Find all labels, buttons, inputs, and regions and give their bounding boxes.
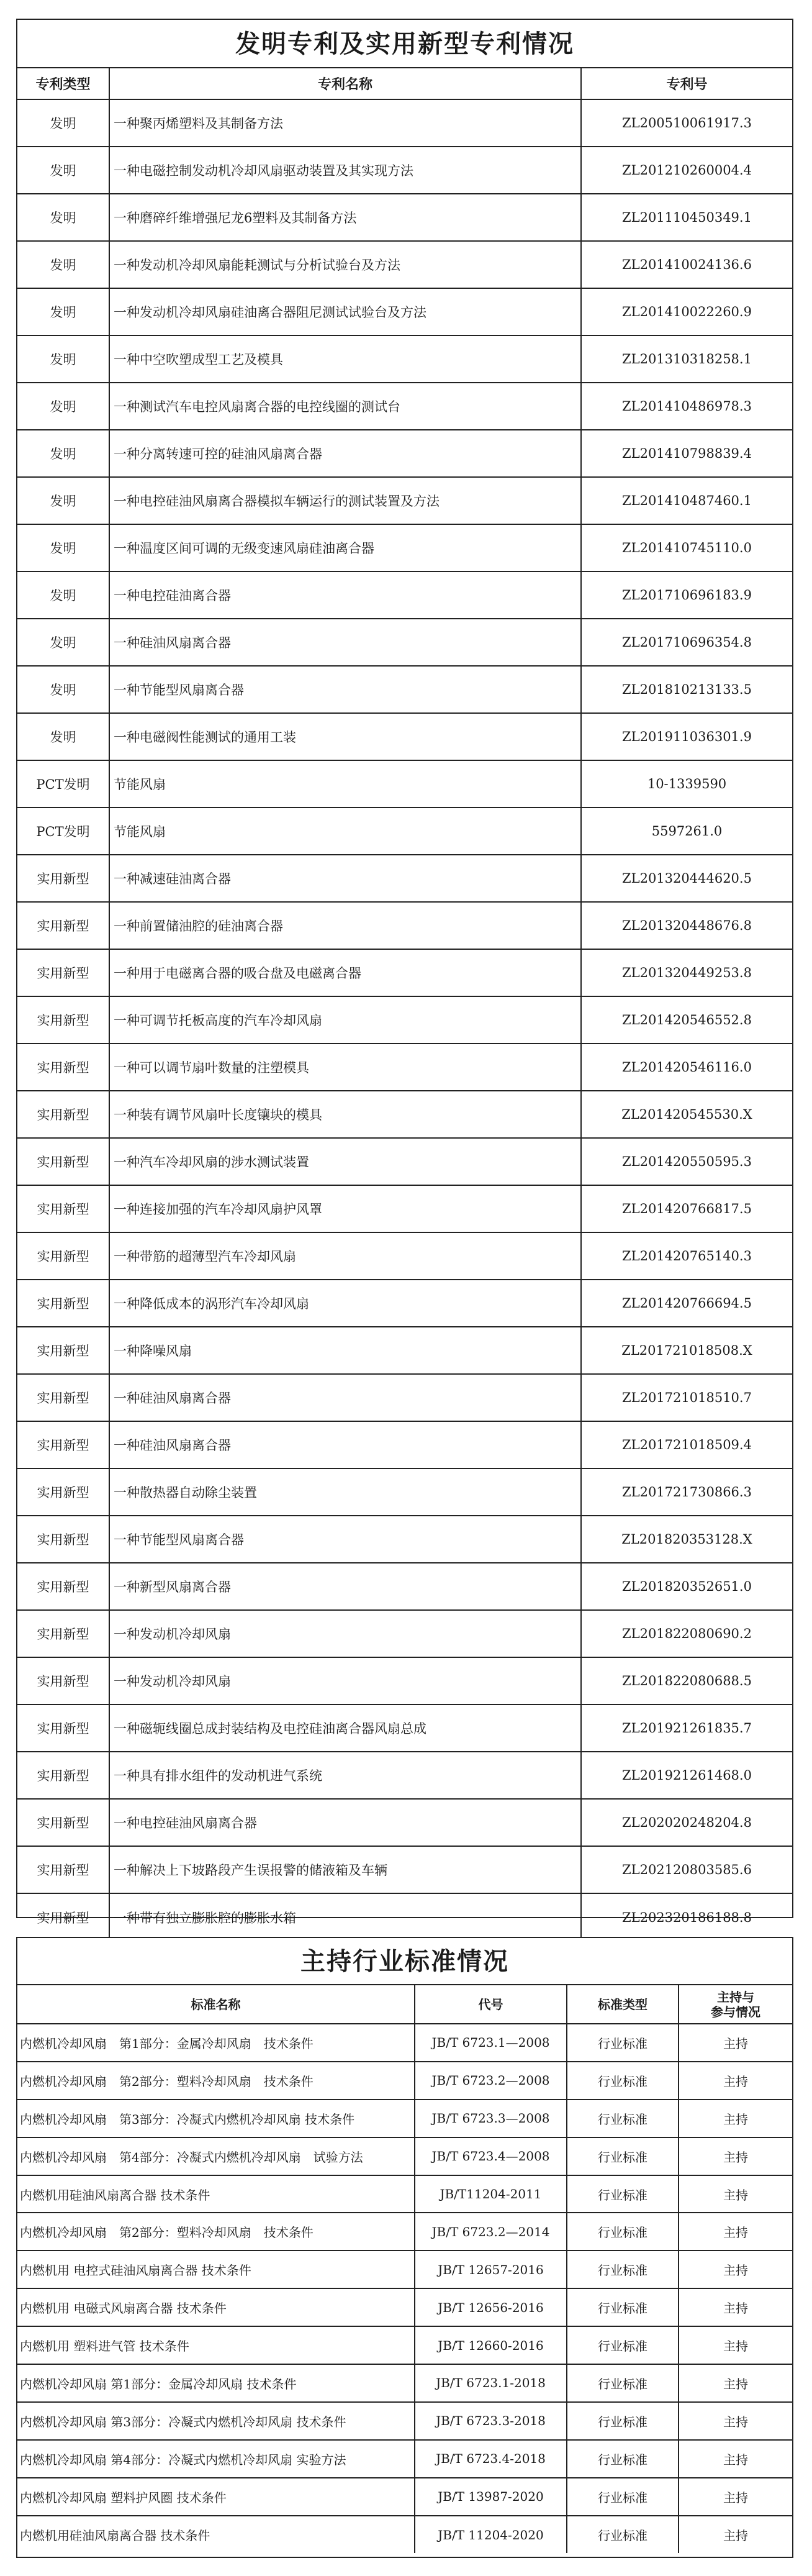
patent-number-cell: 10-1339590: [581, 760, 792, 808]
patent-number-cell: ZL201420546116.0: [581, 1044, 792, 1091]
patent-type-cell: 发明: [17, 477, 109, 524]
standard-name-cell: 内燃机冷却风扇 塑料护风圈 技术条件: [17, 2478, 415, 2516]
patent-type-cell: 实用新型: [17, 1327, 109, 1374]
patent-number-cell: ZL201420766694.5: [581, 1280, 792, 1327]
standard-code-cell: JB/T 6723.3—2008: [415, 2100, 567, 2137]
table-row: [17, 194, 792, 241]
patent-type-cell: PCT发明: [17, 808, 109, 855]
patent-type-cell: 实用新型: [17, 996, 109, 1044]
table-row: [17, 1657, 792, 1704]
patent-number-cell: ZL201721018510.7: [581, 1374, 792, 1421]
patent-type-cell: 实用新型: [17, 1752, 109, 1799]
standard-name-cell: 内燃机冷却风扇 第1部分：金属冷却风扇 技术条件: [17, 2364, 415, 2402]
table-row: [17, 2516, 792, 2554]
table-row: [17, 1752, 792, 1799]
table-row: [17, 855, 792, 902]
table-row: [17, 1280, 792, 1327]
standard-kind-cell: 行业标准: [567, 2137, 679, 2175]
patent-type-cell: 实用新型: [17, 1091, 109, 1138]
standard-role-cell: 主持: [679, 2213, 792, 2251]
patent-number-cell: ZL202020248204.8: [581, 1799, 792, 1846]
standard-code-cell: JB/T 13987-2020: [415, 2478, 567, 2516]
standards-table: [17, 1985, 792, 2553]
patent-type-cell: 实用新型: [17, 1374, 109, 1421]
patent-type-cell: 实用新型: [17, 949, 109, 996]
patent-number-cell: ZL201410024136.6: [581, 241, 792, 288]
standard-role-cell: 主持: [679, 2137, 792, 2175]
patent-name-cell: 一种可以调节扇叶数量的注塑模具: [109, 1044, 581, 1091]
standard-code-cell: JB/T 11204-2020: [415, 2516, 567, 2554]
standard-code-cell: JB/T 6723.1-2018: [415, 2364, 567, 2402]
standard-code-cell: JB/T 6723.3-2018: [415, 2402, 567, 2440]
patent-name-cell: 一种散热器自动除尘装置: [109, 1468, 581, 1516]
header-standard-name: 标准名称: [17, 1985, 415, 2024]
header-patent-type: 专利类型: [17, 68, 109, 99]
table-row: [17, 1232, 792, 1280]
table-row: [17, 288, 792, 335]
table-row: [17, 2175, 792, 2213]
standards-panel: [16, 1937, 793, 2558]
standards-header-row: [17, 1985, 792, 2024]
patent-name-cell: 节能风扇: [109, 760, 581, 808]
patent-name-cell: 一种减速硅油离合器: [109, 855, 581, 902]
standard-role-cell: 主持: [679, 2440, 792, 2478]
table-row: [17, 619, 792, 666]
table-row: [17, 2213, 792, 2251]
patent-number-cell: ZL202120803585.6: [581, 1846, 792, 1893]
patent-number-cell: ZL201921261468.0: [581, 1752, 792, 1799]
patent-name-cell: 一种分离转速可控的硅油风扇离合器: [109, 430, 581, 477]
patent-number-cell: ZL201921261835.7: [581, 1704, 792, 1752]
table-row: [17, 1091, 792, 1138]
standard-name-cell: 内燃机冷却风扇 第3部分：冷凝式内燃机冷却风扇 技术条件: [17, 2100, 415, 2137]
patent-name-cell: 一种汽车冷却风扇的涉水测试装置: [109, 1138, 581, 1185]
patent-type-cell: 发明: [17, 241, 109, 288]
patent-number-cell: ZL201320449253.8: [581, 949, 792, 996]
table-row: [17, 808, 792, 855]
patent-number-cell: ZL201420765140.3: [581, 1232, 792, 1280]
standard-name-cell: 内燃机用硅油风扇离合器 技术条件: [17, 2516, 415, 2554]
table-row: [17, 477, 792, 524]
patent-name-cell: 一种聚丙烯塑料及其制备方法: [109, 99, 581, 147]
table-row: [17, 571, 792, 619]
patent-number-cell: ZL200510061917.3: [581, 99, 792, 147]
table-row: [17, 1799, 792, 1846]
patents-panel: [16, 19, 793, 1926]
patent-number-cell: ZL201320448676.8: [581, 902, 792, 949]
standard-name-cell: 内燃机冷却风扇 第2部分：塑料冷却风扇 技术条件: [17, 2062, 415, 2100]
patent-name-cell: 一种硅油风扇离合器: [109, 1374, 581, 1421]
table-row: [17, 2137, 792, 2175]
standard-role-cell: 主持: [679, 2402, 792, 2440]
patent-number-cell: ZL201721018508.X: [581, 1327, 792, 1374]
table-row: [17, 1516, 792, 1563]
patent-type-cell: 发明: [17, 430, 109, 477]
header-standard-role: [679, 1985, 792, 2024]
patent-name-cell: 一种降低成本的涡形汽车冷却风扇: [109, 1280, 581, 1327]
patent-type-cell: 实用新型: [17, 1468, 109, 1516]
patent-name-cell: 一种中空吹塑成型工艺及模具: [109, 335, 581, 383]
standard-kind-cell: 行业标准: [567, 2478, 679, 2516]
standard-code-cell: JB/T 6723.1—2008: [415, 2024, 567, 2062]
standard-name-cell: 内燃机冷却风扇 第1部分：金属冷却风扇 技术条件: [17, 2024, 415, 2062]
table-row: [17, 902, 792, 949]
standard-code-cell: JB/T 6723.2—2008: [415, 2062, 567, 2100]
patent-name-cell: 一种电磁阀性能测试的通用工装: [109, 713, 581, 760]
patent-type-cell: 发明: [17, 571, 109, 619]
patent-type-cell: 发明: [17, 619, 109, 666]
patent-type-cell: 实用新型: [17, 1280, 109, 1327]
patent-type-cell: 实用新型: [17, 1421, 109, 1468]
standard-role-cell: 主持: [679, 2062, 792, 2100]
table-row: [17, 99, 792, 147]
patent-number-cell: ZL201721018509.4: [581, 1421, 792, 1468]
standard-kind-cell: 行业标准: [567, 2440, 679, 2478]
table-row: [17, 2100, 792, 2137]
standard-kind-cell: 行业标准: [567, 2062, 679, 2100]
standard-kind-cell: 行业标准: [567, 2213, 679, 2251]
patent-type-cell: 实用新型: [17, 1232, 109, 1280]
table-row: [17, 2402, 792, 2440]
header-role-line2: 参与情况: [711, 2004, 760, 2019]
standard-kind-cell: 行业标准: [567, 2175, 679, 2213]
header-role-line1: 主持与: [717, 1989, 754, 2005]
patent-name-cell: 一种节能型风扇离合器: [109, 1516, 581, 1563]
table-row: [17, 1893, 792, 1941]
patent-name-cell: 节能风扇: [109, 808, 581, 855]
standard-role-cell: 主持: [679, 2100, 792, 2137]
patent-number-cell: ZL201410486978.3: [581, 383, 792, 430]
table-row: [17, 713, 792, 760]
patent-name-cell: 一种磁轭线圈总成封装结构及电控硅油离合器风扇总成: [109, 1704, 581, 1752]
table-row: [17, 1610, 792, 1657]
standard-code-cell: JB/T 6723.4—2008: [415, 2137, 567, 2175]
table-row: [17, 1704, 792, 1752]
standard-code-cell: JB/T11204-2011: [415, 2175, 567, 2213]
standard-kind-cell: 行业标准: [567, 2364, 679, 2402]
patent-name-cell: 一种发动机冷却风扇硅油离合器阻尼测试试验台及方法: [109, 288, 581, 335]
patent-number-cell: ZL201710696183.9: [581, 571, 792, 619]
patent-type-cell: 发明: [17, 288, 109, 335]
patent-name-cell: 一种电控硅油风扇离合器模拟车辆运行的测试装置及方法: [109, 477, 581, 524]
patent-name-cell: 一种磨碎纤维增强尼龙6塑料及其制备方法: [109, 194, 581, 241]
table-row: [17, 1138, 792, 1185]
patent-type-cell: 发明: [17, 194, 109, 241]
standard-code-cell: JB/T 6723.4-2018: [415, 2440, 567, 2478]
header-patent-name: 专利名称: [109, 68, 581, 99]
table-row: [17, 2478, 792, 2516]
patent-name-cell: 一种节能型风扇离合器: [109, 666, 581, 713]
patent-number-cell: ZL202320186188.8: [581, 1893, 792, 1941]
patent-name-cell: 一种带筋的超薄型汽车冷却风扇: [109, 1232, 581, 1280]
patent-name-cell: 一种可调节托板高度的汽车冷却风扇: [109, 996, 581, 1044]
patent-type-cell: 发明: [17, 147, 109, 194]
standard-role-cell: 主持: [679, 2364, 792, 2402]
table-row: [17, 1846, 792, 1893]
standard-name-cell: 内燃机冷却风扇 第4部分：冷凝式内燃机冷却风扇 试验方法: [17, 2137, 415, 2175]
table-row: [17, 996, 792, 1044]
patents-table: [17, 68, 792, 1941]
patent-type-cell: 实用新型: [17, 855, 109, 902]
standard-name-cell: 内燃机冷却风扇 第3部分：冷凝式内燃机冷却风扇 技术条件: [17, 2402, 415, 2440]
table-row: [17, 1374, 792, 1421]
patent-name-cell: 一种硅油风扇离合器: [109, 1421, 581, 1468]
patent-name-cell: 一种前置储油腔的硅油离合器: [109, 902, 581, 949]
table-row: [17, 2288, 792, 2326]
patent-type-cell: 实用新型: [17, 1516, 109, 1563]
header-standard-code: 代号: [415, 1985, 567, 2024]
patent-number-cell: 5597261.0: [581, 808, 792, 855]
patent-type-cell: 实用新型: [17, 1610, 109, 1657]
patent-name-cell: 一种发动机冷却风扇: [109, 1657, 581, 1704]
standard-name-cell: 内燃机冷却风扇 第2部分：塑料冷却风扇 技术条件: [17, 2213, 415, 2251]
standard-role-cell: 主持: [679, 2288, 792, 2326]
patent-number-cell: ZL201410487460.1: [581, 477, 792, 524]
patent-type-cell: 发明: [17, 383, 109, 430]
patent-type-cell: 发明: [17, 666, 109, 713]
standard-name-cell: 内燃机用 电磁式风扇离合器 技术条件: [17, 2288, 415, 2326]
standards-title: 主持行业标准情况: [17, 1938, 792, 1985]
patent-number-cell: ZL201822080688.5: [581, 1657, 792, 1704]
standard-code-cell: JB/T 6723.2—2014: [415, 2213, 567, 2251]
patent-number-cell: ZL201110450349.1: [581, 194, 792, 241]
table-row: [17, 1421, 792, 1468]
standard-kind-cell: 行业标准: [567, 2251, 679, 2288]
patent-type-cell: 实用新型: [17, 1893, 109, 1941]
patent-type-cell: 实用新型: [17, 1799, 109, 1846]
standard-role-cell: 主持: [679, 2478, 792, 2516]
patent-type-cell: 发明: [17, 99, 109, 147]
patent-number-cell: ZL201420546552.8: [581, 996, 792, 1044]
patent-type-cell: 发明: [17, 524, 109, 571]
patent-name-cell: 一种发动机冷却风扇: [109, 1610, 581, 1657]
standard-role-cell: 主持: [679, 2024, 792, 2062]
patent-number-cell: ZL201822080690.2: [581, 1610, 792, 1657]
patent-name-cell: 一种降噪风扇: [109, 1327, 581, 1374]
standard-name-cell: 内燃机用 电控式硅油风扇离合器 技术条件: [17, 2251, 415, 2288]
patent-type-cell: 实用新型: [17, 1846, 109, 1893]
header-standard-kind: 标准类型: [567, 1985, 679, 2024]
patent-name-cell: 一种装有调节风扇叶长度镶块的模具: [109, 1091, 581, 1138]
patent-name-cell: 一种发动机冷却风扇能耗测试与分析试验台及方法: [109, 241, 581, 288]
patent-type-cell: PCT发明: [17, 760, 109, 808]
patent-number-cell: ZL201420766817.5: [581, 1185, 792, 1232]
standard-kind-cell: 行业标准: [567, 2402, 679, 2440]
table-row: [17, 2364, 792, 2402]
table-row: [17, 2251, 792, 2288]
patent-name-cell: 一种温度区间可调的无级变速风扇硅油离合器: [109, 524, 581, 571]
table-row: [17, 2024, 792, 2062]
table-row: [17, 1468, 792, 1516]
standard-kind-cell: 行业标准: [567, 2288, 679, 2326]
patent-type-cell: 实用新型: [17, 1657, 109, 1704]
table-row: [17, 2440, 792, 2478]
patent-number-cell: ZL201420545530.X: [581, 1091, 792, 1138]
table-row: [17, 1327, 792, 1374]
patents-header-row: [17, 68, 792, 99]
patent-name-cell: 一种带有独立膨胀腔的膨胀水箱: [109, 1893, 581, 1941]
patent-number-cell: ZL201911036301.9: [581, 713, 792, 760]
patent-number-cell: ZL201820353128.X: [581, 1516, 792, 1563]
standard-kind-cell: 行业标准: [567, 2326, 679, 2364]
table-row: [17, 147, 792, 194]
table-row: [17, 2062, 792, 2100]
patent-number-cell: ZL201410022260.9: [581, 288, 792, 335]
patent-name-cell: 一种电磁控制发动机冷却风扇驱动装置及其实现方法: [109, 147, 581, 194]
table-row: [17, 949, 792, 996]
standard-kind-cell: 行业标准: [567, 2100, 679, 2137]
table-row: [17, 1563, 792, 1610]
patent-type-cell: 发明: [17, 335, 109, 383]
table-row: [17, 430, 792, 477]
patent-type-cell: 实用新型: [17, 1044, 109, 1091]
patent-type-cell: 实用新型: [17, 902, 109, 949]
patent-number-cell: ZL201310318258.1: [581, 335, 792, 383]
patent-name-cell: 一种电控硅油离合器: [109, 571, 581, 619]
patent-type-cell: 实用新型: [17, 1138, 109, 1185]
standard-kind-cell: 行业标准: [567, 2516, 679, 2554]
standard-role-cell: 主持: [679, 2251, 792, 2288]
patent-number-cell: ZL201820352651.0: [581, 1563, 792, 1610]
patent-name-cell: 一种硅油风扇离合器: [109, 619, 581, 666]
table-row: [17, 666, 792, 713]
standard-kind-cell: 行业标准: [567, 2024, 679, 2062]
patent-number-cell: ZL201410798839.4: [581, 430, 792, 477]
standard-role-cell: 主持: [679, 2326, 792, 2364]
standard-name-cell: 内燃机冷却风扇 第4部分：冷凝式内燃机冷却风扇 实验方法: [17, 2440, 415, 2478]
patent-type-cell: 发明: [17, 713, 109, 760]
patents-title: 发明专利及实用新型专利情况: [17, 20, 792, 68]
patent-number-cell: ZL201721730866.3: [581, 1468, 792, 1516]
table-row: [17, 760, 792, 808]
patent-name-cell: 一种解决上下坡路段产生误报警的储液箱及车辆: [109, 1846, 581, 1893]
standards-table-body: [17, 2024, 792, 2553]
patent-number-cell: ZL201710696354.8: [581, 619, 792, 666]
patent-name-cell: 一种电控硅油风扇离合器: [109, 1799, 581, 1846]
standard-name-cell: 内燃机用 塑料进气管 技术条件: [17, 2326, 415, 2364]
standard-role-cell: 主持: [679, 2516, 792, 2554]
patent-number-cell: ZL201810213133.5: [581, 666, 792, 713]
patent-name-cell: 一种用于电磁离合器的吸合盘及电磁离合器: [109, 949, 581, 996]
standard-role-cell: 主持: [679, 2175, 792, 2213]
standard-name-cell: 内燃机用硅油风扇离合器 技术条件: [17, 2175, 415, 2213]
patent-number-cell: ZL201410745110.0: [581, 524, 792, 571]
standard-code-cell: JB/T 12660-2016: [415, 2326, 567, 2364]
table-row: [17, 1185, 792, 1232]
table-row: [17, 335, 792, 383]
table-row: [17, 2326, 792, 2364]
table-row: [17, 241, 792, 288]
patent-type-cell: 实用新型: [17, 1704, 109, 1752]
table-row: [17, 1044, 792, 1091]
patent-type-cell: 实用新型: [17, 1185, 109, 1232]
patents-table-body: [17, 99, 792, 1941]
patent-name-cell: 一种新型风扇离合器: [109, 1563, 581, 1610]
standard-code-cell: JB/T 12657-2016: [415, 2251, 567, 2288]
patent-name-cell: 一种具有排水组件的发动机进气系统: [109, 1752, 581, 1799]
standard-code-cell: JB/T 12656-2016: [415, 2288, 567, 2326]
patent-type-cell: 实用新型: [17, 1563, 109, 1610]
patent-number-cell: ZL201420550595.3: [581, 1138, 792, 1185]
table-row: [17, 524, 792, 571]
patent-name-cell: 一种连接加强的汽车冷却风扇护风罩: [109, 1185, 581, 1232]
table-row: [17, 383, 792, 430]
patent-name-cell: 一种测试汽车电控风扇离合器的电控线圈的测试台: [109, 383, 581, 430]
header-patent-number: 专利号: [581, 68, 792, 99]
patent-number-cell: ZL201210260004.4: [581, 147, 792, 194]
patent-number-cell: ZL201320444620.5: [581, 855, 792, 902]
